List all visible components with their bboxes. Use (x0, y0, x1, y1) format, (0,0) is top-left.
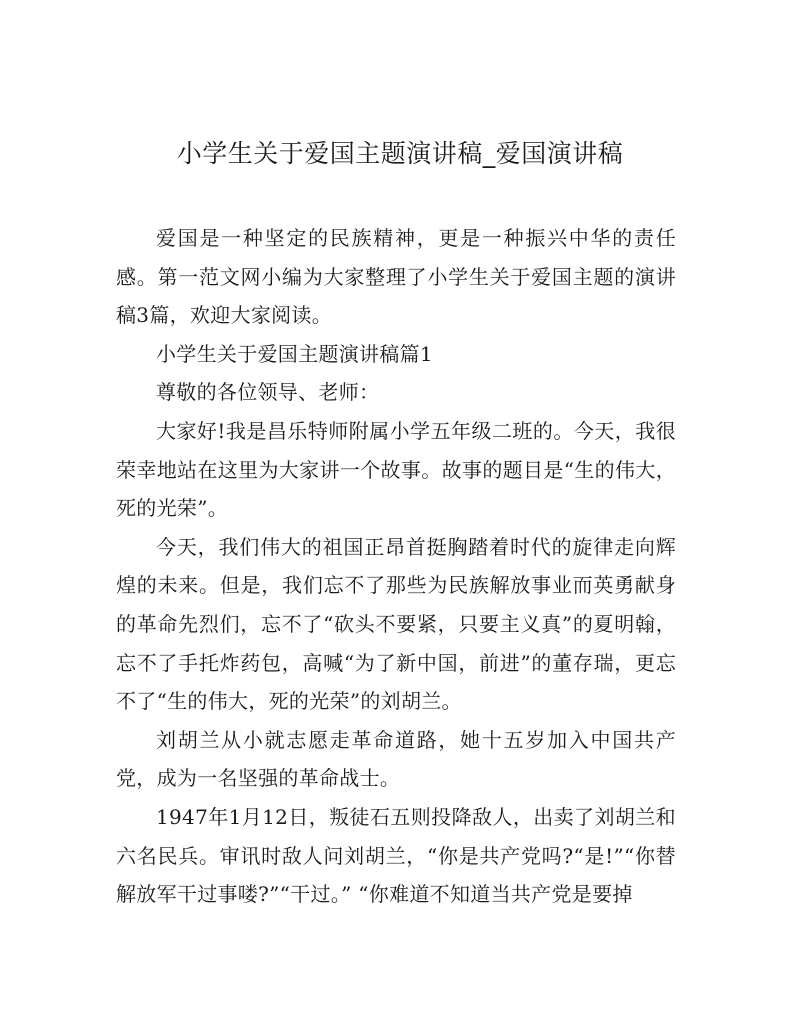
paragraph-intro: 爱国是一种坚定的民族精神，更是一种振兴中华的责任感。第一范文网小编为大家整理了小学生关于爱国主题的演讲稿3篇，欢迎大家阅读。 (116, 226, 676, 328)
paragraph-1947: 1947年1月12日，叛徒石五则投降敌人，出卖了刘胡兰和六名民兵。审讯时敌人问刘胡兰，“你是共产党吗?“是!”“你替解放军干过事喽?”“干过。” “你难道不知道当共产党是要掉 (116, 804, 676, 907)
document-title: 小学生关于爱国主题演讲稿_爱国演讲稿 (176, 139, 624, 168)
document-body (116, 219, 676, 914)
paragraph-greeting: 大家好!我是昌乐特师附属小学五年级二班的。今天，我很荣幸地站在这里为大家讲一个故事。故事的题目是“生的伟大，死的光荣”。 (116, 418, 676, 521)
paragraph-salutation: 尊敬的各位领导、老师： (156, 380, 380, 405)
paragraph-heroes: 今天，我们伟大的祖国正昂首挺胸踏着时代的旋律走向辉煌的未来。但是，我们忘不了那些为民族解放事业而英勇献身的革命先烈们，忘不了“砍头不要紧，只要主义真”的夏明翰，忘不了手托炸药包，高喊“为了新中国，前进”的董存瑞，更忘不了“生的伟大，死的光荣”的刘胡兰。 (116, 534, 676, 714)
paragraph-subheading: 小学生关于爱国主题演讲稿篇1 (156, 341, 433, 366)
paragraph-liu-hulan: 刘胡兰从小就志愿走革命道路，她十五岁加入中国共产党，成为一名坚强的革命战士。 (116, 727, 676, 791)
